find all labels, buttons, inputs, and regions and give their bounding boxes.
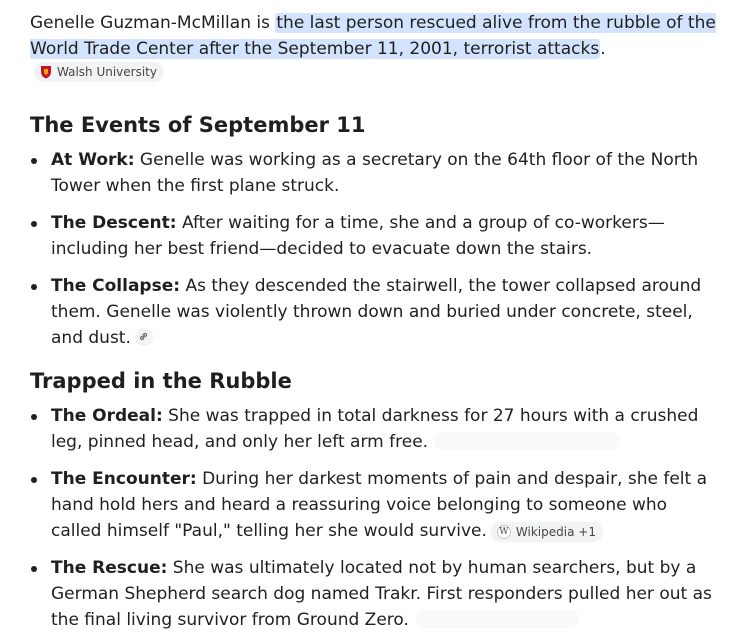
list-item: [30, 466, 722, 544]
link-icon[interactable]: [135, 328, 153, 346]
faded-placeholder: [415, 610, 579, 628]
intro-period: .: [600, 39, 606, 59]
source-chip-label: Wikipedia +1: [515, 525, 596, 539]
trapped-list: [30, 403, 722, 633]
events-list: [30, 147, 722, 351]
highlighted-answer: the last person rescued alive from the rubble of the World Trade Center after the September 11, 2001, terrorist attacks: [30, 13, 716, 59]
source-chip-label: Walsh University: [57, 65, 157, 79]
intro-paragraph: [30, 10, 722, 89]
source-chip-wikipedia[interactable]: [491, 522, 603, 542]
item-text: Genelle was working as a secretary on the 64th floor of the North Tower when the first plane struck.: [51, 150, 699, 196]
item-label: At Work:: [51, 150, 135, 170]
item-label: The Ordeal:: [51, 406, 163, 426]
section-heading-events: The Events of September 11: [30, 113, 366, 137]
item-label: The Rescue:: [51, 558, 168, 578]
list-item: [30, 147, 722, 199]
item-text: During her darkest moments of pain and despair, she felt a hand hold hers and heard a reassuring voice belonging to someone who called himself "Paul," telling her she would survive.: [51, 469, 708, 541]
item-label: The Encounter:: [51, 469, 197, 489]
list-item: [30, 555, 722, 633]
ai-overview-answer: [30, 10, 722, 644]
item-label: The Collapse:: [51, 276, 181, 296]
item-text: After waiting for a time, she and a group of co-workers—including her best friend—decided to evacuate down the stairs.: [51, 213, 665, 259]
shield-crest-icon: [40, 65, 52, 79]
wikipedia-w-icon: W: [497, 525, 511, 539]
source-chip-walsh[interactable]: [34, 62, 164, 82]
list-item: [30, 210, 722, 262]
item-label: The Descent:: [51, 213, 177, 233]
item-text: She was trapped in total darkness for 27 hours with a crushed leg, pinned head, and only her left arm free.: [51, 406, 699, 452]
list-item: [30, 273, 722, 351]
item-text: She was ultimately located not by human searchers, but by a German Shepherd search dog named Trakr. First responders pulled her out as the final living survivor from Ground Zero.: [51, 558, 712, 630]
intro-subject: Genelle Guzman-McMillan is: [30, 13, 276, 33]
item-text: As they descended the stairwell, the tower collapsed around them. Genelle was violently thrown down and buried under concrete, steel, and dust.: [51, 276, 702, 348]
list-item: [30, 403, 722, 455]
faded-placeholder: [434, 432, 620, 450]
section-heading-trapped: Trapped in the Rubble: [30, 369, 292, 393]
